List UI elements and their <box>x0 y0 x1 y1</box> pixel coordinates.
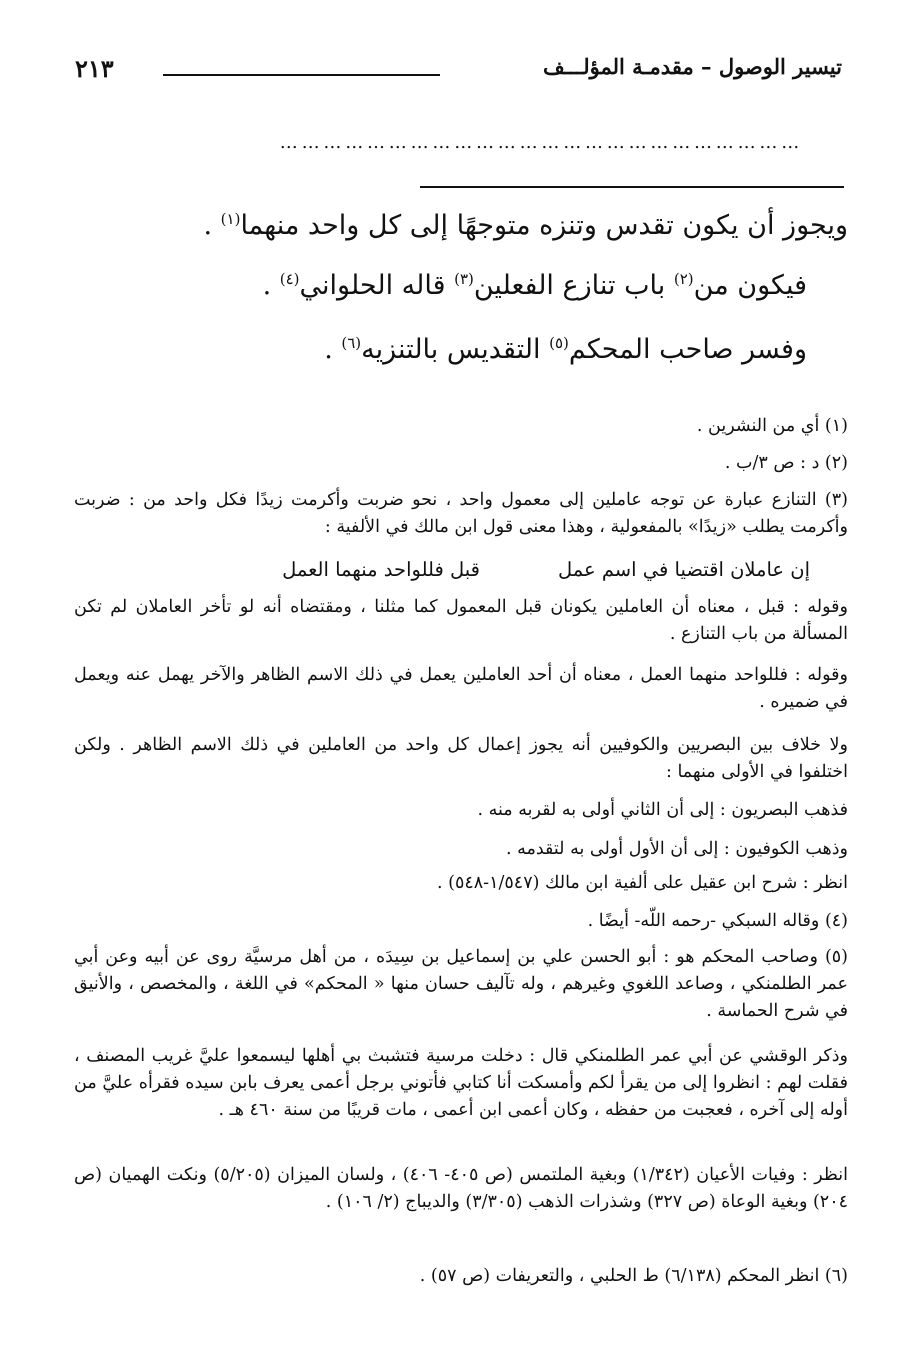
main-line-2-c: قاله الحلواني <box>299 270 455 301</box>
footnote-3-para-5: وذهب الكوفيون : إلى أن الأول أولى به لتقدمه . <box>505 839 848 859</box>
main-line-2-a: فيكون من <box>693 270 807 301</box>
footnote-3-para-3: ولا خلاف بين البصريين والكوفيين أنه يجوز إعمال كل واحد من العاملين في ذلك الاسم الظاهر . ولكن اختلفوا في الأولى منهما : <box>74 735 848 782</box>
footnote-4: (٤) وقاله السبكي -رحمه اللّه- أيضًا . <box>587 911 848 931</box>
main-text-line-1 <box>204 206 849 246</box>
footnote-ref-1[interactable]: (١) <box>220 210 241 228</box>
footnote-1: (١) أي من النشرين . <box>696 416 848 436</box>
ellipsis-separator: ……………………………………………………………… <box>279 132 803 153</box>
main-text-line-3 <box>324 330 807 370</box>
header-title: تيسير الوصول – مقدمـة المؤلـــف <box>543 54 842 79</box>
footnote-6: (٦) انظر المحكم (٦/١٣٨) ط الحلبي ، والتعريفات (ص ٥٧) . <box>419 1266 848 1286</box>
footnote-2: (٢) د : ص ٣/ب . <box>724 453 848 473</box>
footnote-5-references: انظر : وفيات الأعيان (١/٣٤٢) وبغية الملتمس (ص ٤٠٥- ٤٠٦) ، ولسان الميزان (٥/٢٠٥) ونكت الهميان (ص ٢٠٤) وبغية الوعاة (ص ٣٢٧) وشذرات الذهب (٣/٣٠٥) والديباج (٢/ ١٠٦) . <box>74 1165 848 1212</box>
footnote-3-para-4: فذهب البصريون : إلى أن الثاني أولى به لقربه منه . <box>477 800 848 820</box>
footnote-ref-3[interactable]: (٣) <box>454 270 474 288</box>
verse-hemistich-2: قبل فللواحد منهما العمل <box>282 558 480 581</box>
main-text-line-2 <box>263 266 807 306</box>
footnote-ref-2[interactable]: (٢) <box>673 270 694 288</box>
header-rule <box>163 74 440 76</box>
footnote-3-para-1: وقوله : قبل ، معناه أن العاملين يكونان قبل المعمول كما مثلنا ، ومقتضاه أنه لو تأخر العاملان لم تكن المسألة من باب التنازع . <box>74 597 848 644</box>
main-line-1-text: ويجوز أن يكون تقدس وتنزه متوجهًا إلى كل واحد منهما <box>240 210 848 241</box>
footnote-3-intro: (٣) التنازع عبارة عن توجه عاملين إلى معمول واحد ، نحو ضربت وأكرمت زيدًا فكل واحد من : ضربت وأكرمت يطلب «زيدًا» بالمفعولية ، وهذا معنى قول ابن مالك في الألفية : <box>74 490 848 537</box>
main-line-3-end: . <box>324 334 342 365</box>
verse-hemistich-1: إن عاملان اقتضيا في اسم عمل <box>557 558 810 581</box>
running-header <box>75 52 842 92</box>
footnote-3-para-6: انظر : شرح ابن عقيل على ألفية ابن مالك (١/٥٤٧-٥٤٨) . <box>437 873 848 893</box>
footnote-ref-6[interactable]: (٦) <box>341 334 362 352</box>
main-line-3-b: التقديس بالتنزيه <box>361 334 550 365</box>
footnote-5-para-1: (٥) وصاحب المحكم هو : أبو الحسن علي بن إسماعيل بن سِيدَه ، من أهل مرسيَّة روى عن أبيه وعن أبي عمر الطلمنكي ، وصاعد اللغوي وغيرهم ، وله تآليف حسان منها « المحكم» في اللغة ، والمخصص ، والأنيق في شرح الحماسة . <box>74 947 848 1021</box>
alfiyya-verse <box>120 555 810 585</box>
text-rule <box>420 186 844 188</box>
main-line-2-b: باب تنازع الفعلين <box>473 270 674 301</box>
footnote-ref-4[interactable]: (٤) <box>279 270 300 288</box>
page-number: ٢١٣ <box>75 54 114 83</box>
main-line-3-a: وفسر صاحب المحكم <box>568 334 807 365</box>
footnote-3-para-2: وقوله : فللواحد منهما العمل ، معناه أن أحد العاملين يعمل في ذلك الاسم الظاهر والآخر يهمل عنه ويعمل في ضميره . <box>74 665 848 712</box>
footnote-5-para-2: وذكر الوقشي عن أبي عمر الطلمنكي قال : دخلت مرسية فتشبث بي أهلها ليسمعوا عليَّ غريب المصنف ، فقلت لهم : انظروا إلى من يقرأ لكم وأمسكت أنا كتابي فأتوني برجل أعمى يعرف بابن سيده فقرأه عليَّ من أوله إلى آخره ، فعجبت من حفظه ، وكان أعمى ابن أعمى ، مات قريبًا من سنة ٤٦٠ هـ . <box>74 1046 848 1120</box>
footnote-ref-5[interactable]: (٥) <box>549 334 569 352</box>
main-line-2-end: . <box>262 270 280 301</box>
main-line-1-end: . <box>203 210 221 241</box>
